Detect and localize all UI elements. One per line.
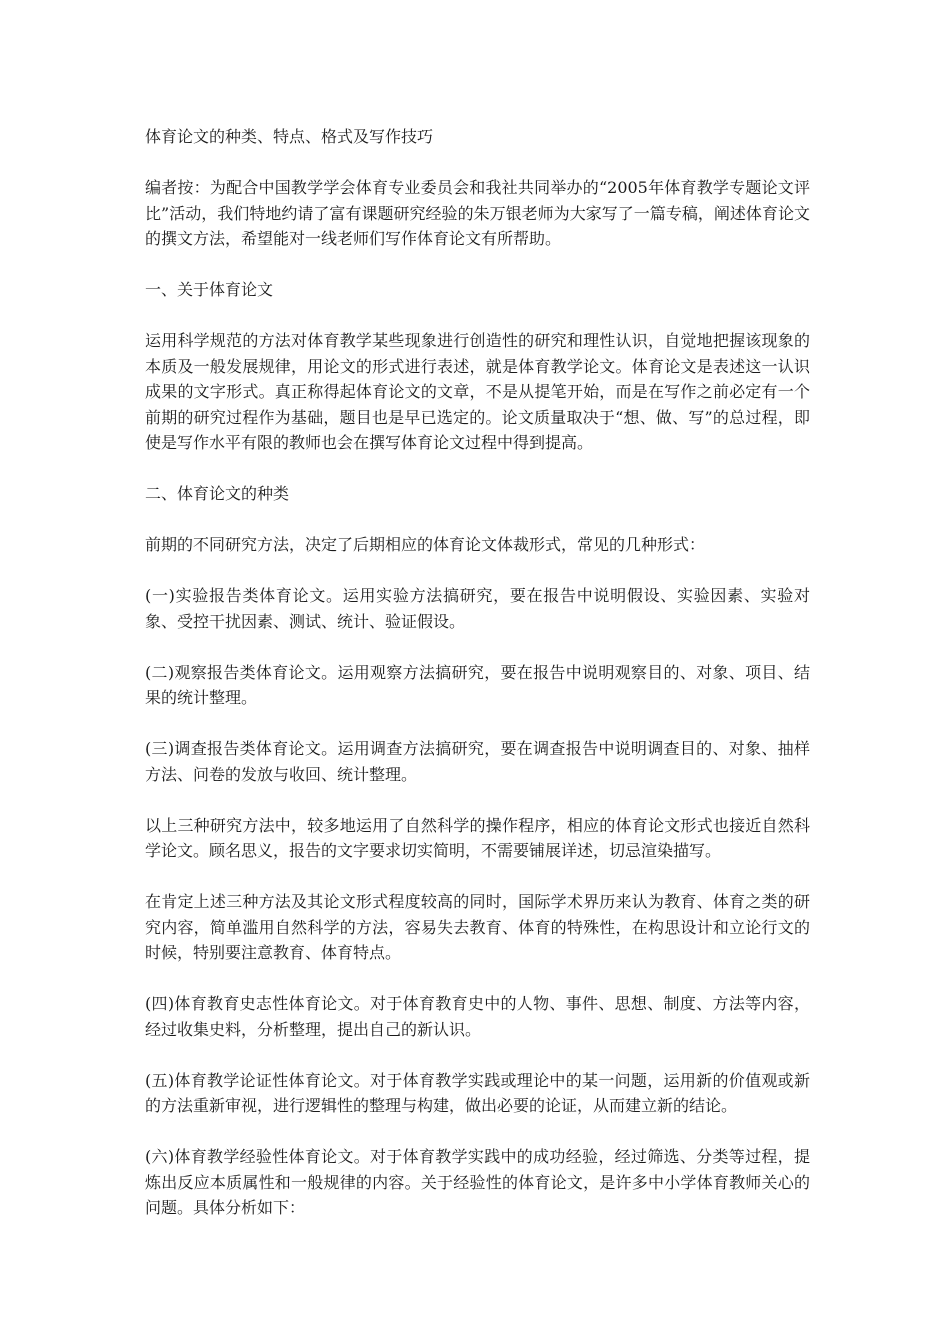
body-paragraph: 在肯定上述三种方法及其论文形式程度较高的同时，国际学术界历来认为教育、体育之类的研究内容，简单滥用自然科学的方法，容易失去教育、体育的特殊性，在构思设计和立论行文的时候，特别要注意教育、体育特点。 [145, 892, 810, 962]
section-heading-2: 二、体育论文的种类 [145, 484, 290, 503]
editor-note-paragraph: 编者按：为配合中国教学学会体育专业委员会和我社共同举办的“2005年体育教学专题论文评比”活动，我们特地约请了富有课题研究经验的朱万银老师为大家写了一篇专稿，阐述体育论文的撰文方法，希望能对一线老师们写作体育论文有所帮助。 [145, 178, 810, 248]
list-item-3: (三)调查报告类体育论文。运用调查方法搞研究，要在调查报告中说明调查目的、对象、抽样方法、问卷的发放与收回、统计整理。 [145, 739, 810, 784]
document-title: 体育论文的种类、特点、格式及写作技巧 [145, 127, 434, 146]
list-item-4: (四)体育教育史志性体育论文。对于体育教育史中的人物、事件、思想、制度、方法等内容，经过收集史料，分析整理，提出自己的新认识。 [145, 994, 810, 1039]
body-paragraph: 运用科学规范的方法对体育教学某些现象进行创造性的研究和理性认识，自觉地把握该现象的本质及一般发展规律，用论文的形式进行表述，就是体育教学论文。体育论文是表述这一认识成果的文字形式。真正称得起体育论文的文章，不是从提笔开始，而是在写作之前必定有一个前期的研究过程作为基础，题目也是早已选定的。论文质量取决于“想、做、写”的总过程，即使是写作水平有限的教师也会在撰写体育论文过程中得到提高。 [145, 331, 810, 452]
list-item-1: (一)实验报告类体育论文。运用实验方法搞研究，要在报告中说明假设、实验因素、实验对象、受控干扰因素、测试、统计、验证假设。 [145, 586, 810, 631]
list-item-5: (五)体育教学论证性体育论文。对于体育教学实践或理论中的某一问题，运用新的价值观或新的方法重新审视，进行逻辑性的整理与构建，做出必要的论证，从而建立新的结论。 [145, 1070, 810, 1115]
body-paragraph: 以上三种研究方法中，较多地运用了自然科学的操作程序，相应的体育论文形式也接近自然科学论文。顾名思义，报告的文字要求切实简明，不需要铺展详述，切忌渲染描写。 [145, 815, 810, 860]
list-item-2: (二)观察报告类体育论文。运用观察方法搞研究，要在报告中说明观察目的、对象、项目、结果的统计整理。 [145, 662, 810, 707]
section-heading-1: 一、关于体育论文 [145, 280, 274, 299]
list-item-6: (六)体育教学经验性体育论文。对于体育教学实践中的成功经验，经过筛选、分类等过程，提炼出反应本质属性和一般规律的内容。关于经验性的体育论文，是许多中小学体育教师关心的问题。具体分析如下： [145, 1147, 810, 1217]
body-paragraph: 前期的不同研究方法，决定了后期相应的体育论文体裁形式，常见的几种形式： [145, 535, 706, 554]
document-body [145, 124, 810, 1246]
